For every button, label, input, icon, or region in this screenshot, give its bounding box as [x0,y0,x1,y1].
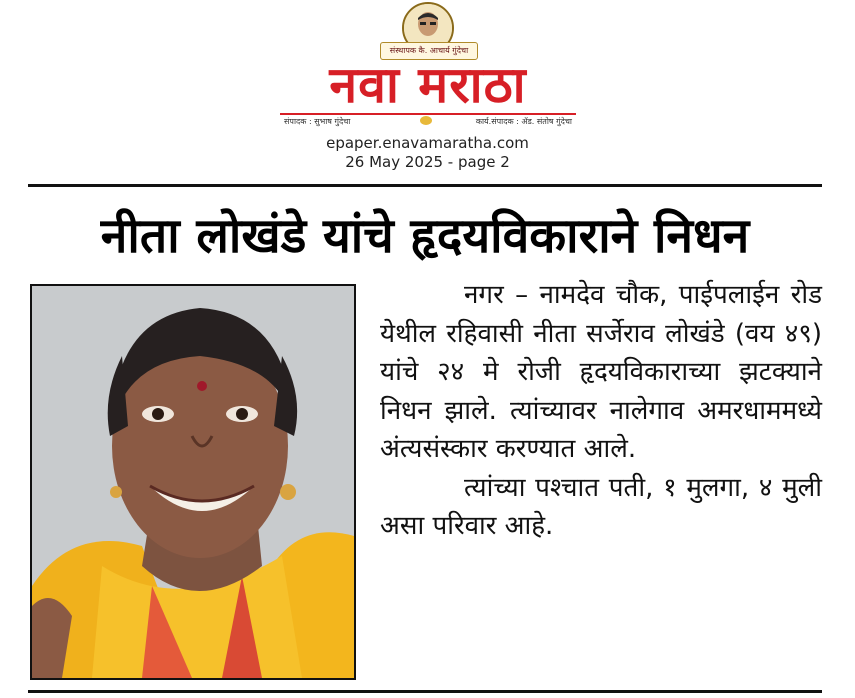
executive-editor-name: कार्य.संपादक : ॲड. संतोष गुंदेचा [475,117,572,126]
source-info [0,134,855,172]
bottom-rule [28,690,822,693]
editor-name: संपादक : सुभाष गुंदेचा [284,117,351,126]
founder-emblem [380,2,476,60]
editor-strip [280,113,576,129]
article-headline: नीता लोखंडे यांचे हृदयविकाराने निधन [100,208,750,264]
top-rule [28,184,822,187]
portrait-photo [30,284,356,680]
newspaper-logo[interactable]: नवा मराठा [329,56,527,114]
masthead [0,0,855,180]
article-paragraph: नगर – नामदेव चौक, पाईपलाईन रोड येथील रहिवासी नीता सर्जेराव लोखंडे (वय ४९) यांचे २४ मे रोजी हृदयविकाराच्या झटक्याने निधन झाले. त्यांच्यावर नालेगाव अमरधाममध्ये अंत्यसंस्कार करण्यात आले. [380,280,822,464]
emblem-icon [420,116,432,125]
founder-caption: संस्थापक कै. आचार्य गुंदेचा [380,42,478,60]
article-paragraph: त्यांच्या पश्चात पती, १ मुलगा, ४ मुली असा परिवार आहे. [380,472,822,541]
source-date-page: 26 May 2025 - page 2 [345,153,510,171]
source-site[interactable]: epaper.enavamaratha.com [326,134,529,152]
article-body [380,276,822,686]
